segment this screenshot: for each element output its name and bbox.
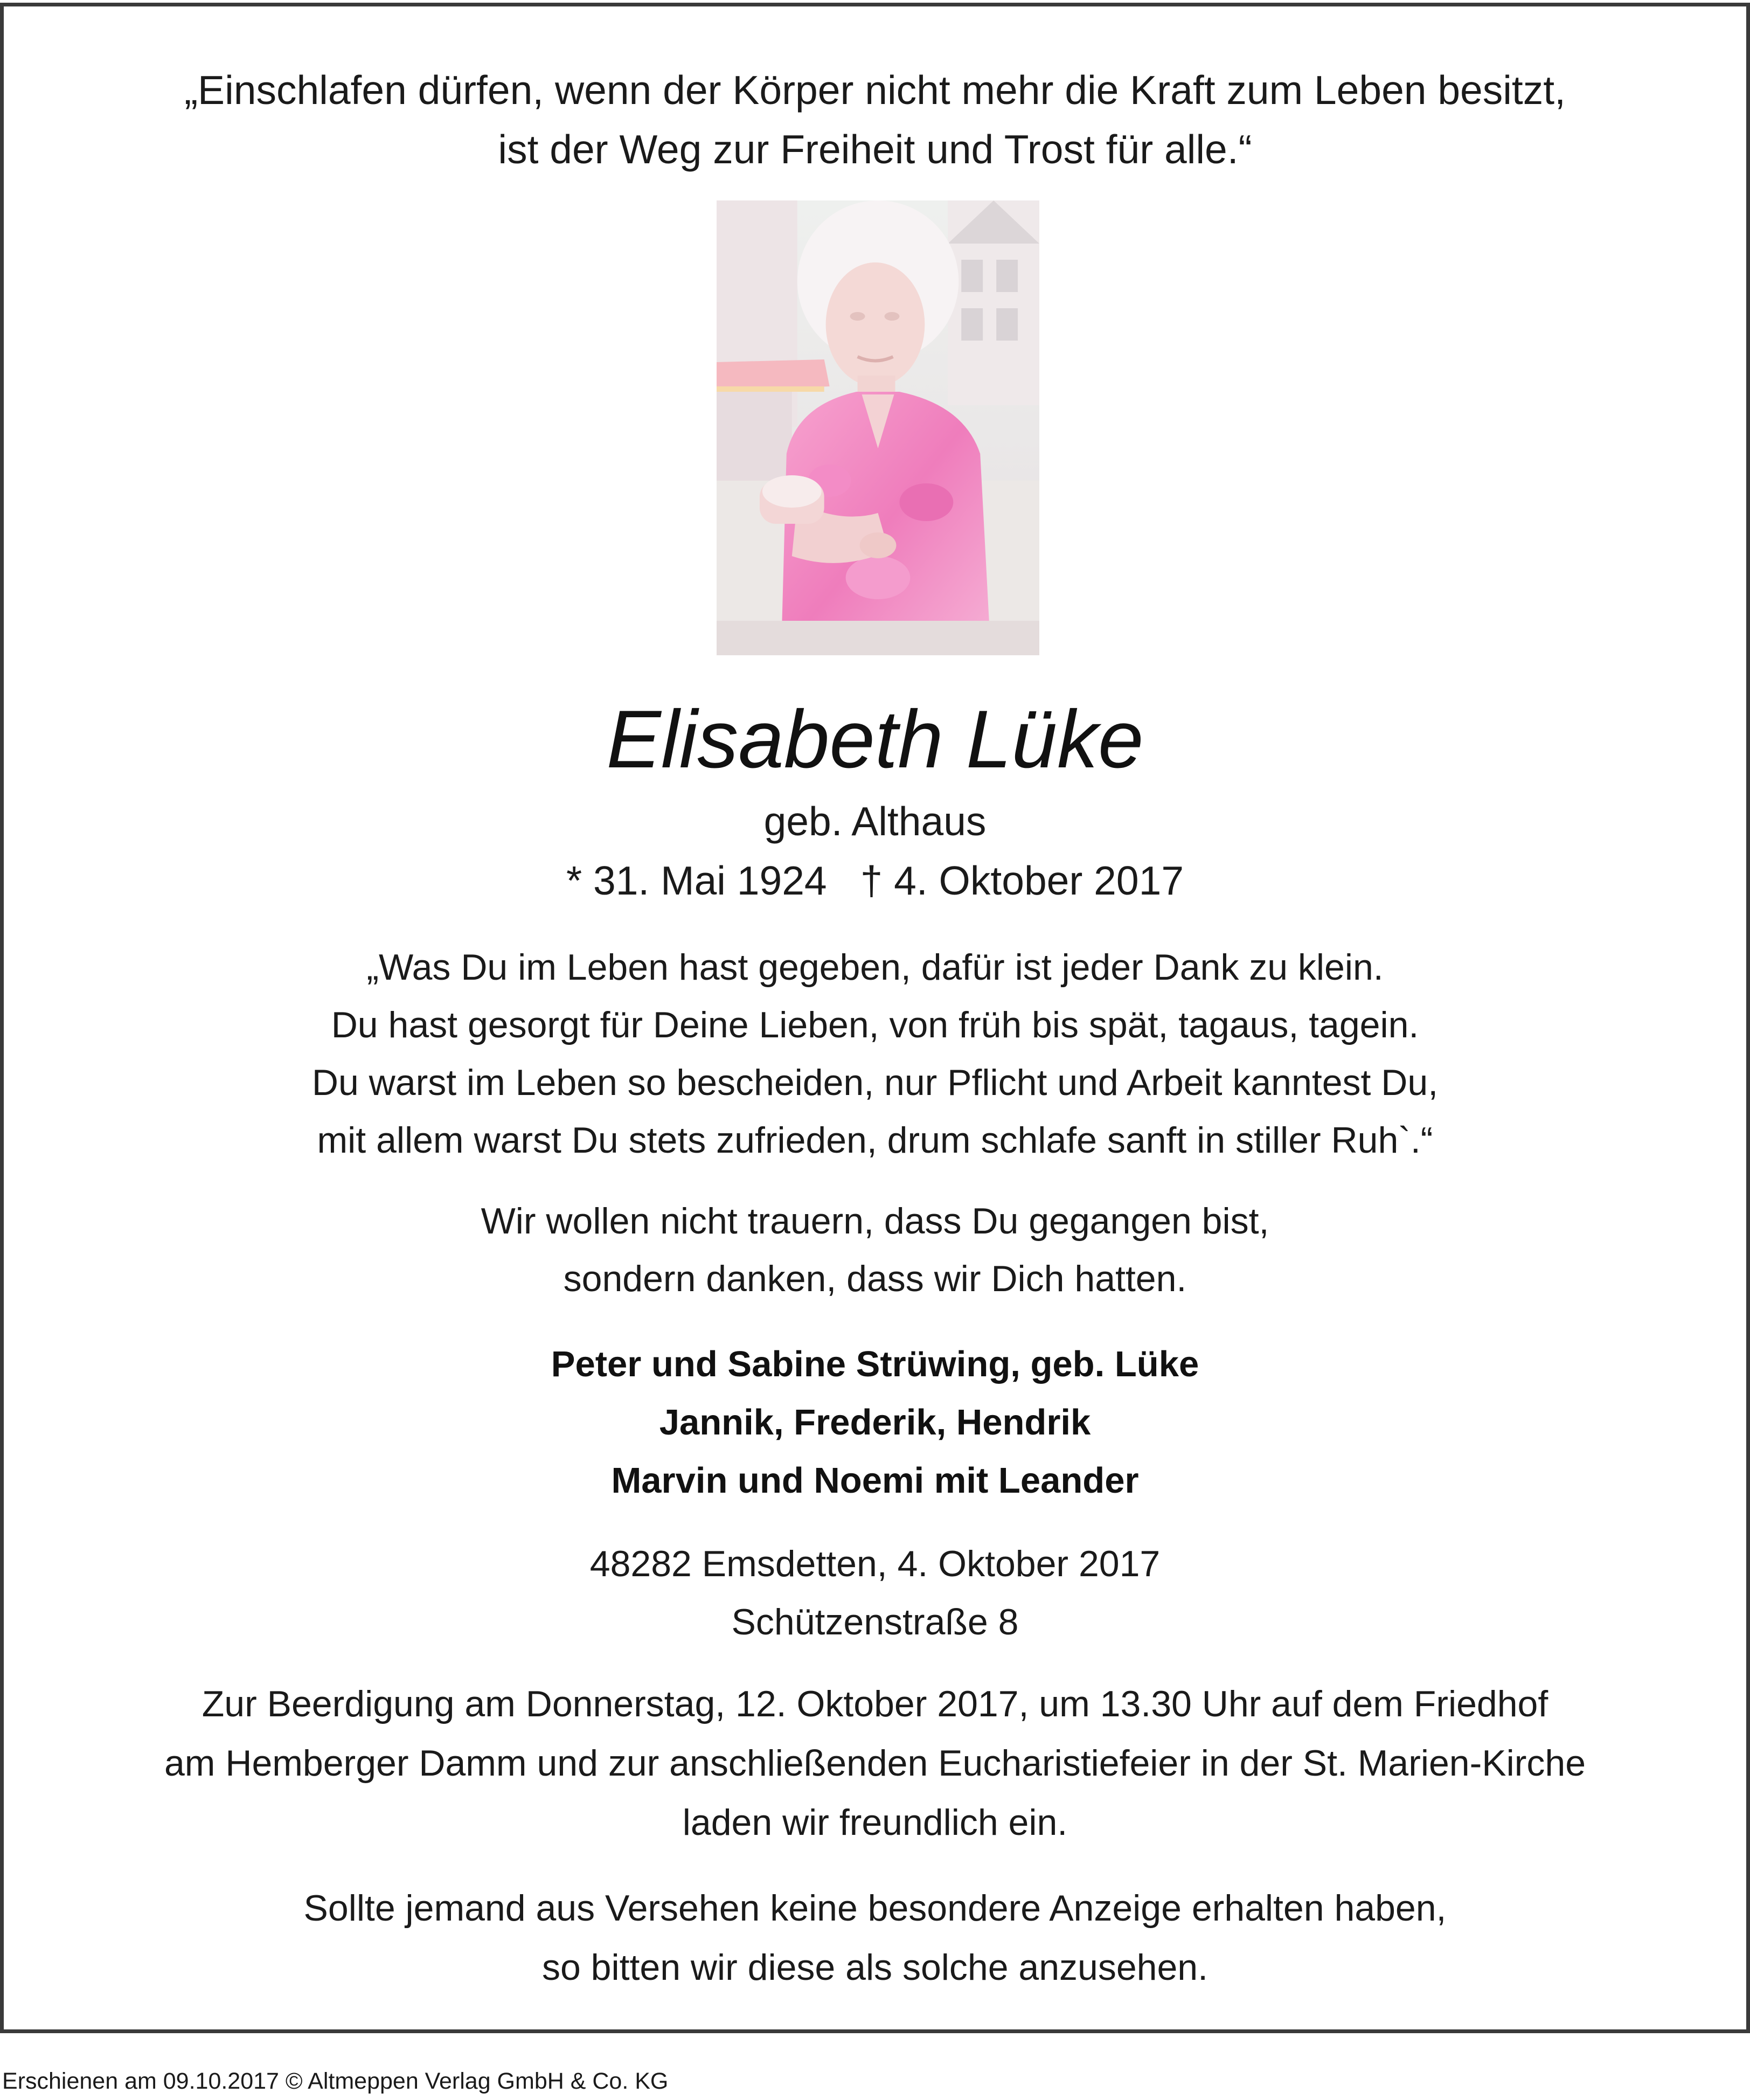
notice-text — [4, 1879, 1746, 1997]
address-block — [4, 1535, 1746, 1651]
poem-line: mit allem warst Du stets zufrieden, drum schlafe sanft in stiller Ruh`.“ — [317, 1120, 1433, 1161]
portrait-image — [717, 200, 1039, 655]
funeral-line: laden wir freundlich ein. — [682, 1802, 1068, 1843]
thanks-line: Wir wollen nicht trauern, dass Du gegangen bist, — [481, 1201, 1269, 1242]
life-dates — [4, 851, 1746, 910]
poem-line: Du warst im Leben so bescheiden, nur Pflicht und Arbeit kanntest Du, — [311, 1062, 1439, 1103]
opening-quote — [4, 60, 1746, 179]
funeral-line: am Hemberger Damm und zur anschließenden Eucharistiefeier in der St. Marien-Kirche — [164, 1743, 1586, 1784]
quote-line: ist der Weg zur Freiheit und Trost für alle.“ — [498, 127, 1252, 172]
notice-line: Sollte jemand aus Versehen keine besondere Anzeige erhalten haben, — [303, 1888, 1447, 1929]
poem — [4, 939, 1746, 1169]
funeral-invitation — [4, 1674, 1746, 1852]
notice-line: so bitten wir diese als solche anzusehen. — [541, 1947, 1209, 1988]
family-line: Jannik, Frederik, Hendrik — [659, 1402, 1091, 1443]
obituary-frame — [0, 3, 1750, 2033]
family-list — [4, 1335, 1746, 1510]
poem-line: „Was Du im Leben hast gegeben, dafür ist jeder Dank zu klein. — [366, 947, 1384, 988]
family-line: Marvin und Noemi mit Leander — [611, 1460, 1139, 1501]
quote-line: „Einschlafen dürfen, wenn der Körper nicht mehr die Kraft zum Leben besitzt, — [184, 67, 1566, 113]
birth-date: * 31. Mai 1924 — [566, 858, 827, 903]
funeral-line: Zur Beerdigung am Donnerstag, 12. Oktober 2017, um 13.30 Uhr auf dem Friedhof — [202, 1683, 1548, 1724]
place-date: 48282 Emsdetten, 4. Oktober 2017 — [589, 1543, 1161, 1584]
poem-line: Du hast gesorgt für Deine Lieben, von früh bis spät, tagaus, tagein. — [331, 1004, 1419, 1045]
thanks-text — [4, 1193, 1746, 1308]
thanks-line: sondern danken, dass wir Dich hatten. — [563, 1258, 1187, 1299]
portrait-photo — [717, 200, 1039, 655]
street-address: Schützenstraße 8 — [731, 1602, 1019, 1642]
death-date: † 4. Oktober 2017 — [860, 858, 1184, 903]
deceased-name: Elisabeth Lüke — [606, 694, 1144, 785]
maiden-name: geb. Althaus — [763, 799, 987, 844]
publication-footer: Erschienen am 09.10.2017 © Altmeppen Verlag GmbH & Co. KG — [2, 2068, 669, 2094]
family-line: Peter und Sabine Strüwing, geb. Lüke — [551, 1344, 1199, 1384]
